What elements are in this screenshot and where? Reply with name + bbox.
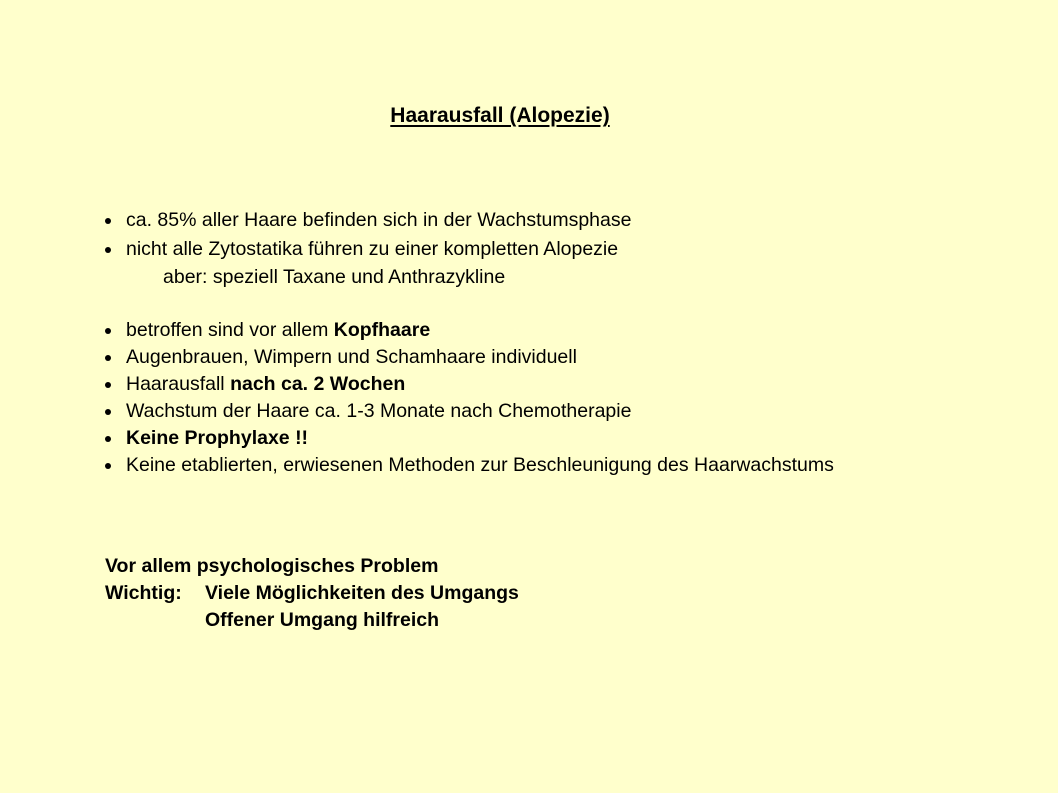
footer-label-wichtig: Wichtig:	[105, 582, 182, 604]
bullet-text-plain: betroffen sind vor allem	[126, 319, 334, 341]
footer-line-3: Offener Umgang hilfreich	[205, 609, 440, 631]
bullet-text: nicht alle Zytostatika führen zu einer kompletten Alopezie	[126, 238, 619, 260]
slide-title: Haarausfall (Alopezie)	[390, 104, 610, 127]
sub-note: aber: speziell Taxane und Anthrazykline	[163, 266, 506, 288]
bullet-icon	[105, 355, 111, 361]
bullet-text	[126, 317, 430, 343]
bullet-text-bold: Kopfhaare	[333, 319, 431, 341]
footer-line-1: Vor allem psychologisches Problem	[105, 555, 439, 577]
bullet-text-plain: Augenbrauen, Wimpern und Schamhaare individuell	[126, 346, 577, 368]
bullet-icon	[105, 436, 111, 442]
bullet-icon	[105, 382, 111, 388]
bullet-text-plain: Wachstum der Haare ca. 1-3 Monate nach Chemotherapie	[126, 400, 632, 422]
bullet-text-plain: Keine etablierten, erwiesenen Methoden zur Beschleunigung des Haarwachstums	[126, 454, 834, 476]
bullet-text-bold: nach ca. 2 Wochen	[230, 373, 406, 395]
bullet-text	[126, 452, 834, 478]
bullet-text	[126, 344, 577, 370]
bullet-icon	[105, 218, 111, 224]
bullet-text	[126, 371, 405, 397]
bullet-text	[126, 398, 631, 424]
bullet-icon	[105, 328, 111, 334]
bullet-text: ca. 85% aller Haare befinden sich in der Wachstumsphase	[126, 209, 632, 231]
bullet-icon	[105, 409, 111, 415]
bullet-text-bold: Keine Prophylaxe !!	[126, 427, 309, 449]
bullet-icon	[105, 247, 111, 253]
bullet-text-plain: Haarausfall	[126, 373, 231, 395]
bullet-text	[126, 425, 308, 451]
bullet-icon	[105, 463, 111, 469]
footer-line-2: Viele Möglichkeiten des Umgangs	[205, 582, 519, 604]
